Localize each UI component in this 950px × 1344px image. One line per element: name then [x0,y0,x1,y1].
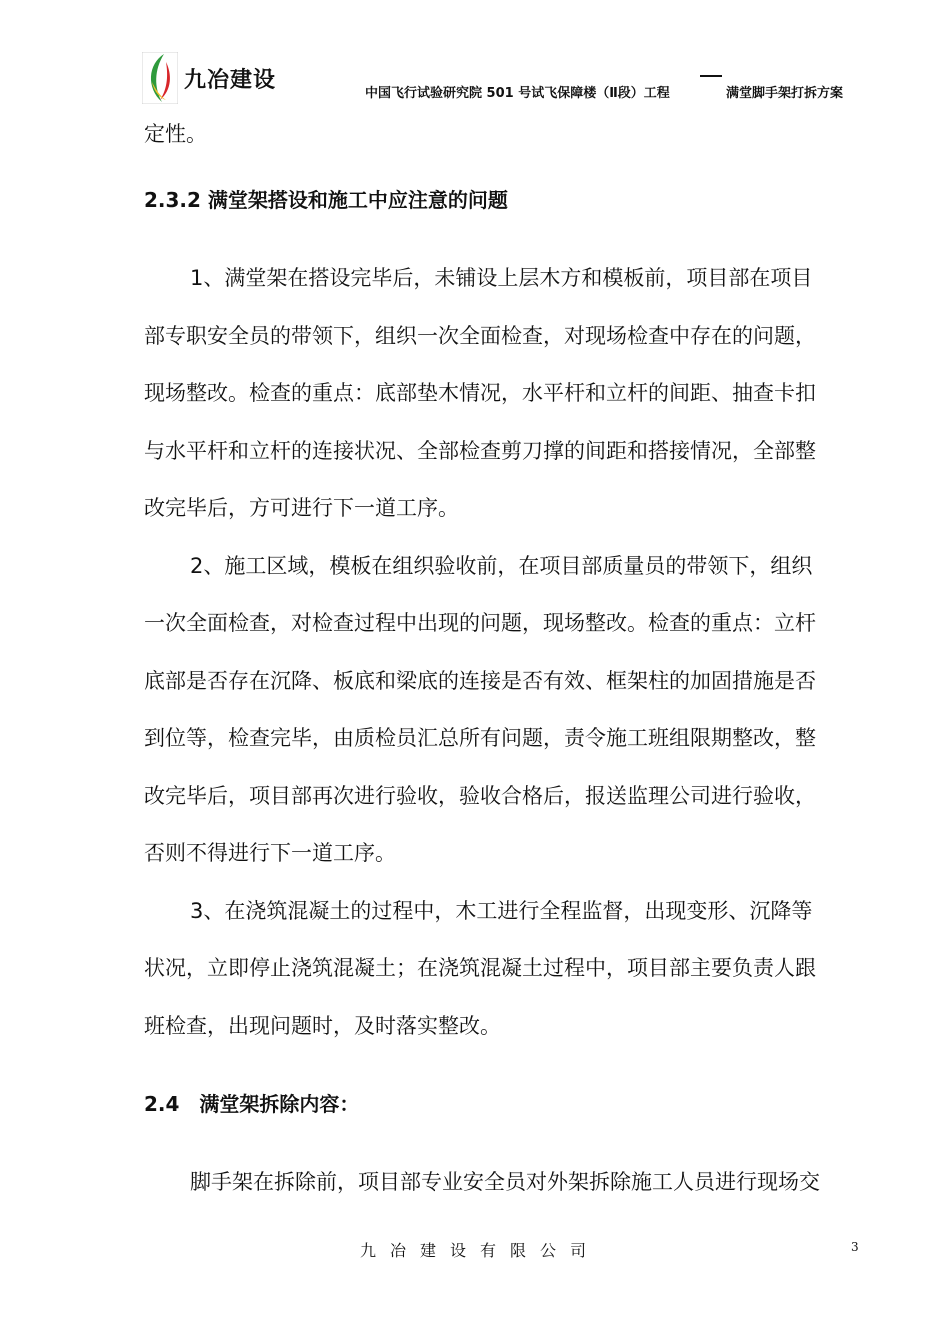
document-subtitle: 满堂脚手架打拆方案 [726,86,844,101]
logo-text: 九冶建设 [184,68,277,93]
footer-company: 九冶建设有限公司 [360,1241,601,1260]
document-title: 中国飞行试验研究院 501 号试飞保障楼（Ⅱ段）工程 [365,86,670,101]
paragraph-2-line: 一次全面检查，对检查过程中出现的问题，现场整改。检查的重点：立杆 [144,611,816,635]
paragraph-1-line: 改完毕后，方可进行下一道工序。 [144,496,459,520]
paragraph-1-line: 部专职安全员的带领下，组织一次全面检查，对现场检查中存在的问题， [144,324,816,348]
section-heading-2-4: 2.4 满堂架拆除内容： [144,1092,360,1116]
paragraph-2-line: 底部是否存在沉降、板底和梁底的连接是否有效、框架柱的加固措施是否 [144,669,816,693]
page-number: 3 [851,1240,859,1254]
paragraph-1-line: 现场整改。检查的重点：底部垫木情况，水平杆和立杆的间距、抽查卡扣 [144,381,816,405]
paragraph-3-line: 班检查，出现问题时，及时落实整改。 [144,1014,501,1038]
paragraph-2-line: 到位等，检查完毕，由质检员汇总所有问题，责令施工班组限期整改，整 [144,726,816,750]
paragraph-2-line: 否则不得进行下一道工序。 [144,841,396,865]
paragraph-1-line: 与水平杆和立杆的连接状况、全部检查剪刀撑的间距和搭接情况，全部整 [144,439,816,463]
paragraph-4-line: 脚手架在拆除前，项目部专业安全员对外架拆除施工人员进行现场交 [190,1170,820,1194]
paragraph-3-line: 状况，立即停止浇筑混凝土；在浇筑混凝土过程中，项目部主要负责人跟 [144,956,816,980]
body-line: 定性。 [144,122,207,146]
header-dash [700,75,722,77]
section-heading-2-3-2: 2.3.2 满堂架搭设和施工中应注意的问题 [144,188,508,212]
paragraph-2-line: 改完毕后，项目部再次进行验收，验收合格后，报送监理公司进行验收， [144,784,816,808]
paragraph-3-line: 3、在浇筑混凝土的过程中，木工进行全程监督，出现变形、沉降等 [190,899,813,923]
paragraph-1-line: 1、满堂架在搭设完毕后，未铺设上层木方和模板前，项目部在项目 [190,266,813,290]
page-header [140,50,860,106]
paragraph-2-line: 2、施工区域，模板在组织验收前，在项目部质量员的带领下，组织 [190,554,813,578]
company-logo-icon [142,52,178,104]
